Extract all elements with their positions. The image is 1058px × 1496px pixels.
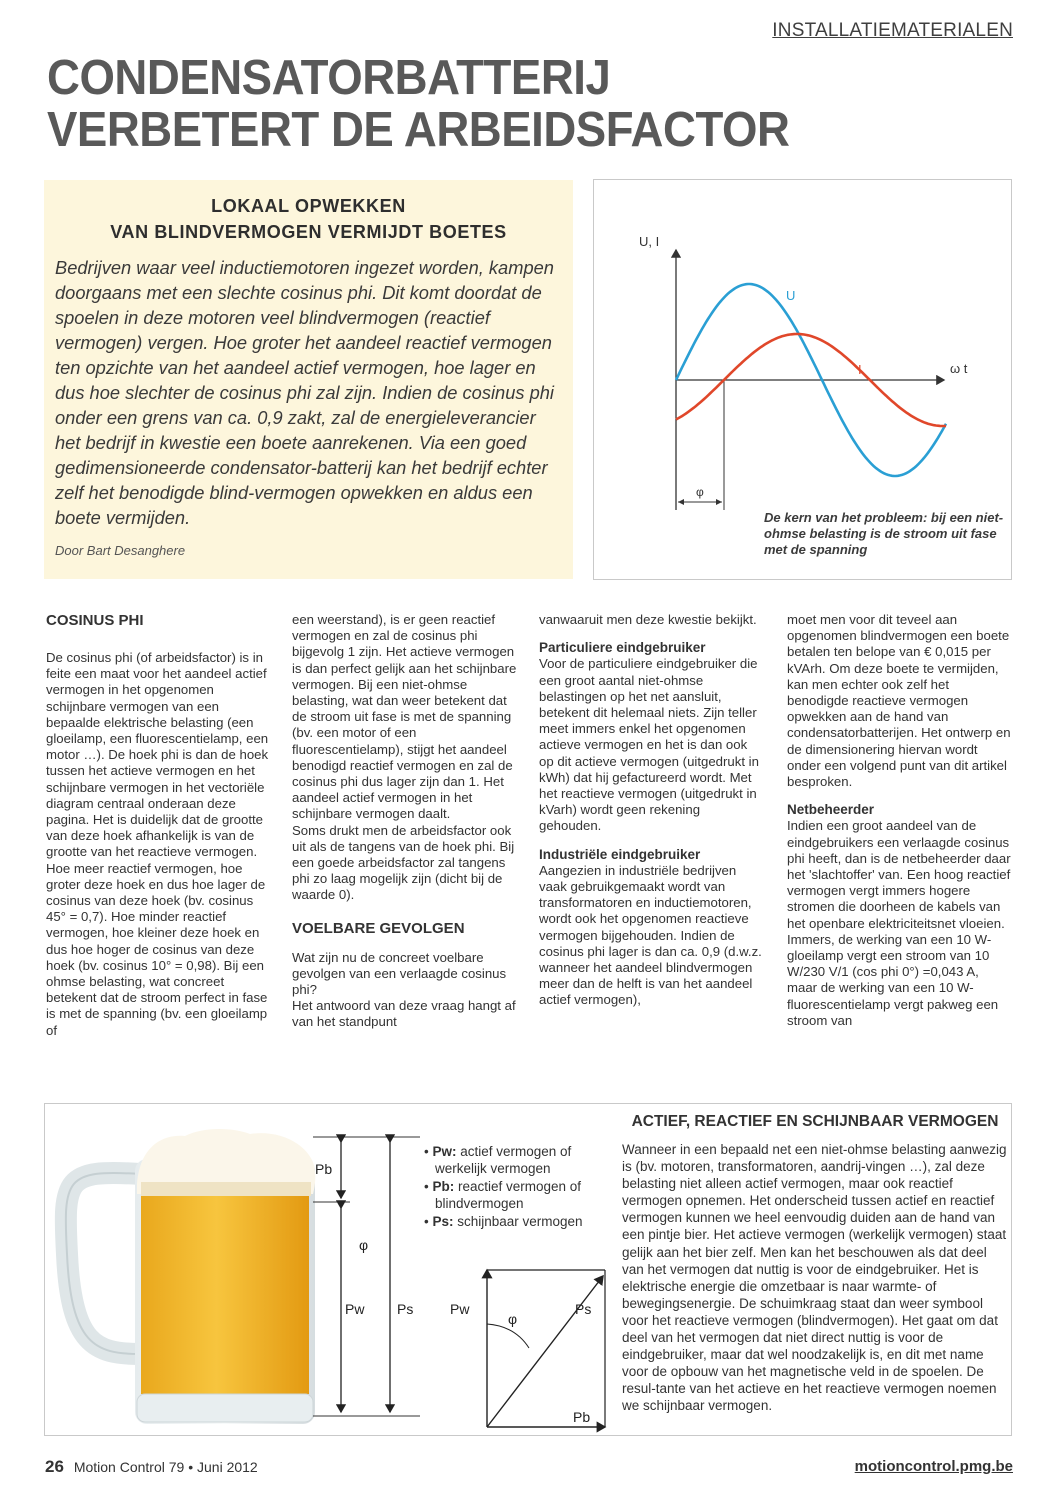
footer-left: [45, 1457, 258, 1477]
col2-paragraph-1: een weerstand), is er geen reactief vermogen en zal de cosinus phi bijgevolg 1 zijn. Het actieve vermogen is dan perfect gelijk aan het schijnbare vermogen. Bij een niet-ohmse belasting, wat dan weer betekent dat de stroom uit fase is met de spanning (bv. een motor of een fluorescentielamp), stijgt het aandeel benodigd reactief vermogen en zal de cosinus phi dus lager zijn dan 1. Het aandeel actief vermogen in het schijnbare vermogen daalt.: [292, 612, 517, 822]
column-1: [46, 612, 271, 1039]
u-curve-label: U: [786, 288, 796, 303]
tri-ps-vector: [487, 1276, 603, 1427]
lead-heading-line-2: VAN BLINDVERMOGEN VERMIJDT BOETES: [110, 222, 507, 242]
lead-heading: [44, 193, 573, 245]
tri-label-ps: Ps: [575, 1301, 592, 1317]
phase-arrow-right: [716, 499, 722, 505]
box-heading: ACTIEF, REACTIEF EN SCHIJNBAAR VERMOGEN: [631, 1113, 999, 1130]
legend-key-pw: Pw:: [432, 1144, 457, 1159]
col3-paragraph-3: Aangezien in industriële bedrijven vaak gebruikgemaakt wordt van transformatoren en inductiemotoren, wordt ook het opgenomen reactieve vermogen bijgehouden. Indien de cosinus phi lager is dan ca. 0,9 (d.w.z. wanneer het aandeel blindvermogen meer dan de helft is van het aandeel actief vermogen),: [539, 862, 762, 1008]
subheading-netbeheerder: Netbeheerder: [787, 802, 875, 818]
title-line-1: CONDENSATORBATTERIJ: [47, 51, 611, 105]
subheading-industriele-eindgebruiker: Industriële eindgebruiker: [539, 846, 701, 862]
legend-text-pb: reactief vermogen of blindvermogen: [435, 1178, 582, 1212]
column-2: [292, 612, 517, 1031]
col2-paragraph-4: Het antwoord van deze vraag hangt af van het standpunt: [292, 998, 516, 1030]
y-axis-label: U, I: [639, 234, 660, 249]
heading-cosinus-phi: COSINUS PHI: [46, 612, 144, 629]
beer-label-pb: Pb: [315, 1161, 333, 1177]
beer-label-pw: Pw: [345, 1301, 365, 1317]
col4-paragraph-1: moet men voor dit teveel aan opgenomen blindvermogen een boete betalen ten belope van € 0,015 per kVArh. Om deze boete te vermijden, kan men echter ook zelf het benodigde reactieve vermogen opwekken aan de hand van condensatorbatterijen. Het ontwerp en de dimensionering hiervan wordt onder een volgend punt van dit artikel besproken.: [787, 612, 1011, 790]
legend-item-pw: • Pw: actief vermogen of werkelijk vermogen: [424, 1144, 572, 1177]
col1-paragraph: De cosinus phi (of arbeidsfactor) is in feite een maat voor het aandeel actief vermogen in het opgenomen schijnbare vermogen van een bepaalde elektrische belasting (een gloeilamp, een fluorescentielamp, een motor …). De hoek phi is dan de hoek tussen het actieve vermogen en het schijnbare vermogen in het vectoriële diagram centraal onderaan deze pagina. Het is duidelijk dat de grootte van deze hoek afhankelijk is van de grootte van het reactieve vermogen. Hoe meer reactief vermogen, hoe groter deze hoek en dus hoe lager de cosinus van deze hoek (bv. cosinus 45° = 0,7). Hoe minder reactief vermogen, hoe kleiner deze hoek en dus hoe hoger de cosinus van deze hoek (bv. cosinus 10° = 0,98). Bij een ohmse belasting, wat concreet betekent dat de stroom perfect in fase is met de spanning (bv. een gloeilamp of: [46, 650, 269, 1038]
mug-handle: [66, 1173, 140, 1354]
lead-text: Bedrijven waar veel inductiemotoren ingezet worden, kampen doorgaans met een slechte cosinus phi. Dit komt doordat de spoelen in deze motoren veel blindvermogen (reactief vermogen) vergen. Hoe groter het aandeel reactief vermogen ten opzichte van het aandeel actief vermogen, hoe lager en dus hoe slechter de cosinus phi zal zijn. Indien de cosinus phi onder een grens van ca. 0,9 zakt, zal de energieleverancier het bedrijf in kwestie een boete aanrekenen. Via een goed gedimensioneerde condensator-batterij kan het bedrijf echter zelf het benodigde blind-vermogen opwekken en aldus een boete vermijden.: [55, 257, 554, 528]
legend-item-ps: • Ps: schijnbaar vermogen: [424, 1213, 583, 1229]
title-line-2: VERBETERT DE ARBEIDSFACTOR: [47, 103, 790, 157]
legend-text-ps: schijnbaar vermogen: [453, 1213, 583, 1229]
col2-paragraph-3: Wat zijn nu de concreet voelbare gevolgen van een verlaagde cosinus phi?: [292, 949, 507, 998]
tri-label-pb: Pb: [573, 1409, 591, 1425]
phase-arrow-left: [678, 499, 684, 505]
heading-voelbare-gevolgen: VOELBARE GEVOLGEN: [292, 919, 465, 937]
col3-paragraph-2: Voor de particuliere eindgebruiker die een groot aantal niet-ohmse belastingen op het net aansluit, betekent dit helemaal niets. Zijn teller meet immers enkel het opgenomen actieve vermogen en het is dan ook op dit actieve vermogen (uitgedrukt in kWh) dat hij gefactureerd wordt. Met het reactieve vermogen (uitgedrukt in kVarh) wordt geen rekening gehouden.: [539, 656, 759, 834]
col3-paragraph-1: vanwaaruit men deze kwestie bekijkt.: [539, 612, 757, 627]
mug-base: [137, 1394, 313, 1422]
phase-label: φ: [696, 485, 704, 499]
legend-text-pw: actief vermogen of werkelijk vermogen: [435, 1144, 572, 1177]
tri-label-pw: Pw: [450, 1301, 470, 1317]
page-title: [47, 52, 958, 156]
tri-label-phi: φ: [508, 1311, 518, 1327]
lead-heading-line-1: LOKAAL OPWEKKEN: [211, 196, 406, 216]
legend-item-pb: • Pb: reactief vermogen of blindvermogen: [424, 1178, 582, 1212]
beer-foam-shade: [141, 1182, 311, 1196]
issue-info: Motion Control 79 • Juni 2012: [73, 1459, 258, 1475]
beer-label-ps: Ps: [397, 1301, 414, 1317]
box-text: Wanneer in een bepaald net een niet-ohmse belasting aanwezig is (bv. motoren, transformatoren, aandrij-vingen …), zal deze belasting niet alleen actief vermogen, maar ook reactief vermogen opnemen. Het onderscheid tussen actief en reactief vermogen kunnen we heel eenvoudig duiden aan de hand van een pintje bier. Het actieve vermogen (werkelijk vermogen) staat gelijk aan het bier zelf. Men kan het beschouwen als dat deel van het vermogen dat nuttig is voor de eindgebruiker. Het is elektrische energie die omzetbaar is naar warmte- of bewegingsenergie. De schuimkraag staat dan weer symbool voor het reactieve vermogen (blindvermogen). Het gaat om dat deel van het vermogen dat niet direct nuttig is voor de eindgebruiker, maar dat wel noodzakelijk is, en dit met name voor de opbouw van het magnetische veld in de spoelen. De resul-tante van het actieve en het reactieve vermogen noemen we schijnbaar vermogen.: [622, 1142, 1007, 1414]
col2-paragraph-2: Soms drukt men de arbeidsfactor ook uit als de tangens van de hoek phi. Bij een goede arbeidsfactor zal tangens phi zo laag mogelijk zijn (dicht bij de waarde 0).: [292, 822, 515, 903]
column-3: [539, 612, 764, 1009]
beer-label-phi: φ: [359, 1237, 369, 1253]
legend-key-pb: Pb:: [432, 1178, 455, 1194]
page-number: 26: [45, 1457, 64, 1476]
i-curve-label: I: [858, 362, 862, 377]
byline: Door Bart Desanghere: [55, 543, 186, 558]
footer-url-link[interactable]: motioncontrol.pmg.be: [854, 1458, 1013, 1475]
tri-angle-arc: [487, 1324, 529, 1348]
subheading-particuliere-eindgebruiker: Particuliere eindgebruiker: [539, 640, 706, 656]
x-axis-label: ω t: [950, 361, 968, 376]
beer-liquid: [141, 1184, 309, 1394]
legend-key-ps: Ps:: [432, 1213, 454, 1229]
col4-paragraph-2: Indien een groot aandeel van de eindgebruikers een verlaagde cosinus phi heeft, dan is de netbeheerder daar het 'slachtoffer' van. Een hoog reactief vermogen vergt immers hogere stromen die doorheen de kabels van het openbare elektriciteitsnet vloeien. Immers, de werking van een 10 W-gloeilamp vergt een stroom van 10 W/230 V/1 (cos phi 0°) =0,043 A, maar de werking van een 10 W-fluorescentielamp vergt pakweg een stroom van: [787, 818, 1011, 1028]
column-4: [787, 612, 1012, 1029]
section-tag: INSTALLATIEMATERIALEN: [772, 20, 1013, 41]
power-legend: [424, 1143, 604, 1230]
figure-caption: De kern van het probleem: bij een niet-ohmse belasting is de stroom uit fase met de spanning: [764, 510, 1004, 557]
